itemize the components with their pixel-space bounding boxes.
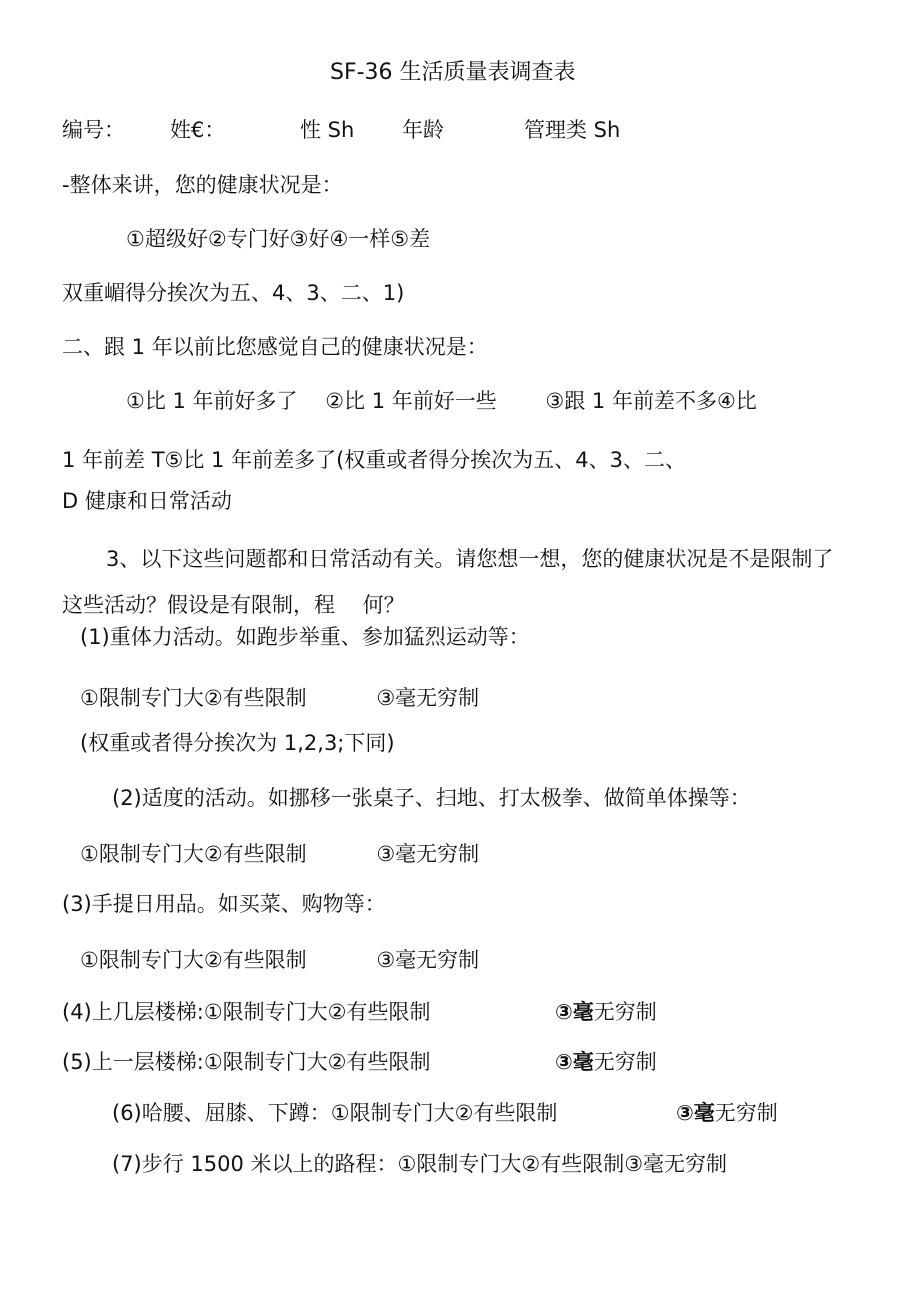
q3-item6-option3-mark: ③毫 [676,1101,715,1125]
q1-question: -整体来讲，您的健康状况是： [62,173,343,197]
q1-scoring: 双重嵋得分挨次为五、4、3、二、1) [62,281,405,305]
q3-item3-options: ①限制专门大②有些限制 ③毫无穷制 [80,948,480,972]
q2-options-line1: ①比 1 年前好多了 ②比 1 年前好一些 ③跟 1 年前差不多④比 [126,389,757,413]
q3-item6-text: (6)哈腰、屈膝、下蹲：①限制专门大②有些限制 [112,1101,558,1125]
q3-item4-option3-mark: ③毫 [555,1000,594,1024]
sex-label: 性 Sh [300,118,355,142]
q3-item5-option3-mark: ③毫 [555,1050,594,1074]
q3-item6-option3 [676,1099,778,1127]
page-title: SF-36 生活质量表调查表 [330,60,576,85]
q3-item5-option3-rest: 无穷制 [593,1050,657,1074]
age-label: 年龄 [402,118,444,142]
q2-options-line2: 1 年前差 T⑤比 1 年前差多了(权重或者得分挨次为五、4、3、二、 [62,448,686,472]
q3-intro-line2: 这些活动？假设是有限制，程 何？ [62,593,405,617]
q3-item7-text: (7)步行 1500 米以上的路程：①限制专门大②有些限制③毫无穷制 [112,1152,728,1176]
q3-item5-text: (5)上一层楼梯:①限制专门大②有些限制 [62,1050,431,1074]
q3-item4-text: (4)上几层楼梯:①限制专门大②有些限制 [62,1000,431,1024]
q3-item5-option3 [555,1048,657,1076]
q3-item4-option3 [555,998,657,1026]
q3-item4-option3-rest: 无穷制 [593,1000,657,1024]
q3-item3-text: (3)手提日用品。如买菜、购物等： [62,892,386,916]
q3-item1-text: (1)重体力活动。如跑步举重、参加猛烈运动等： [80,625,530,649]
name-label: 姓€： [170,118,226,142]
management-label: 管理类 Sh [524,118,621,142]
q3-item1-note: (权重或者得分挨次为 1,2,3;下同) [80,731,395,755]
number-label: 编号： [62,118,125,142]
q3-intro-line1: 3、以下这些问题都和日常活动有关。请您想一想，您的健康状况是不是限制了 [106,547,834,571]
q2-question: 二、跟 1 年以前比您感觉自己的健康状况是： [62,335,488,359]
q3-item2-text: (2)适度的活动。如挪移一张桌子、扫地、打太极拳、做简单体操等： [112,786,751,810]
q3-item2-options: ①限制专门大②有些限制 ③毫无穷制 [80,842,480,866]
q3-item6-option3-rest: 无穷制 [714,1101,778,1125]
q2-options-line3: D 健康和日常活动 [62,489,232,513]
q3-item1-options: ①限制专门大②有些限制 ③毫无穷制 [80,686,480,710]
q1-options: ①超级好②专门好③好④一样⑤差 [126,227,431,251]
